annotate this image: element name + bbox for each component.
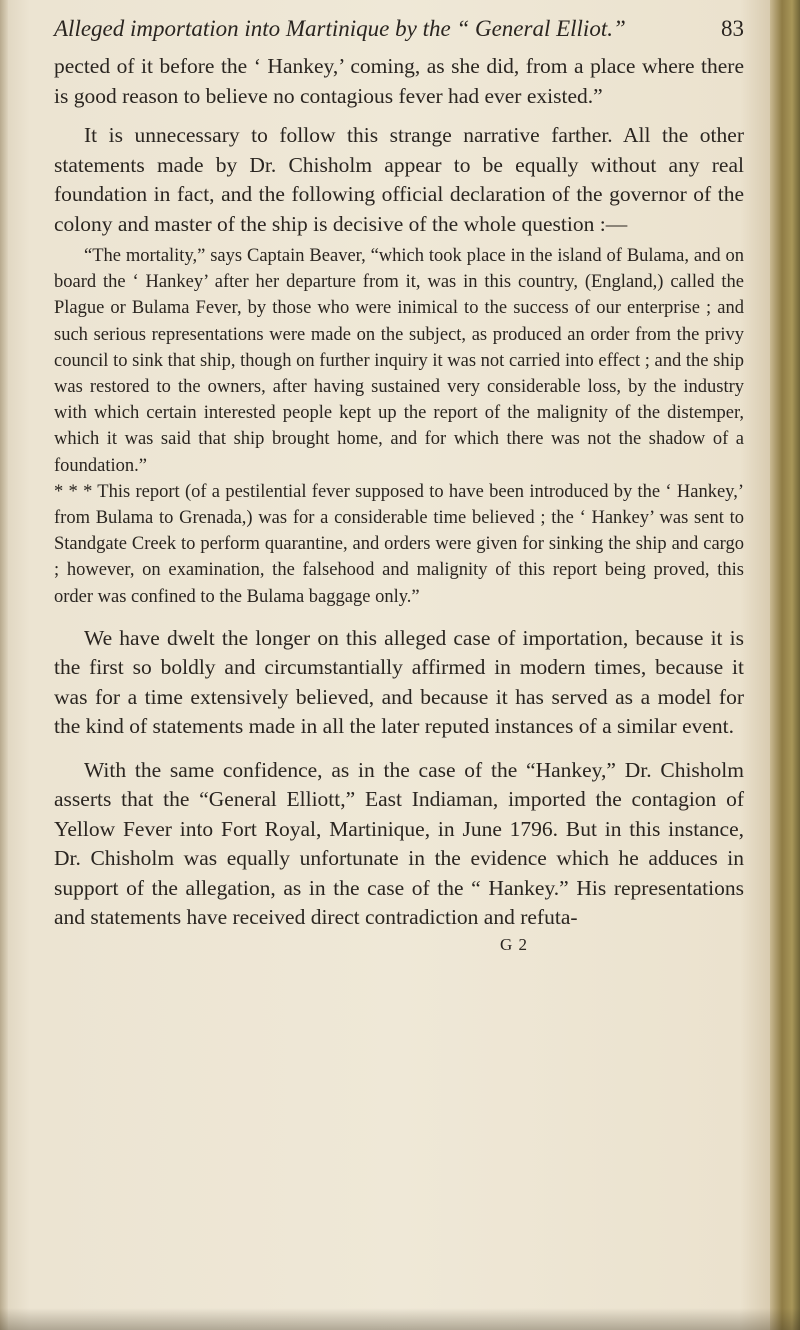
signature-mark: G 2 bbox=[499, 934, 529, 954]
page-left-edge bbox=[0, 0, 8, 1330]
page-right-edge-binding bbox=[770, 0, 800, 1330]
page-number: 83 bbox=[721, 16, 744, 41]
page-content bbox=[54, 12, 744, 955]
page-bottom-shadow bbox=[0, 1308, 800, 1330]
paragraph-importation: We have dwelt the longer on this alleged case of importation, because it is the first so boldly and circumstantially affirmed in modern times, because it was for a time extensively believed, and because it has served as a model for the kind of statements made in all the later reputed instances of a similar event. bbox=[54, 625, 744, 739]
running-head bbox=[54, 12, 744, 52]
paragraph-narrative: It is unnecessary to follow this strange narrative farther. All the other statements made by Dr. Chisholm appear to be equally without any real foundation in fact, and the following official declaration of the governor of the colony and master of the ship is decisive of the whole question :— bbox=[54, 123, 744, 236]
paragraph-general-elliott: With the same confidence, as in the case of the “Hankey,” Dr. Chisholm asserts that the “General Elliott,” East Indiaman, imported the contagion of Yellow Fever into Fort Royal, Martinique, in June 1796. But in this instance, Dr. Chisholm was equally unfortunate in the evidence which he adduces in support of the allegation, as in the case of the “ Hankey.” His representations and statements have received direct contradiction and refuta- bbox=[54, 757, 744, 930]
paragraph-continuation: pected of it before the ‘ Hankey,’ coming, as she did, from a place where there is good reason to believe no contagious fever had ever existed.” bbox=[54, 54, 744, 108]
quotation-beaver: “The mortality,” says Captain Beaver, “which took place in the island of Bulama, and on board the ‘ Hankey’ after her departure from it, was in this country, (England,) called the Plague or Bulama Fever, by those who were inimical to the success of our enterprise ; and such serious representations were made on the subject, as produced an order from the privy council to sink that ship, though on further inquiry it was not carried into effect ; and the ship was restored to the owners, after having sustained very considerable loss, by the industry with which certain interested people kept up the report of the malignity of the distemper, which it was said that ship brought home, and for which there was not the shadow of a foundation.” bbox=[54, 246, 744, 476]
quotation-report: * * * This report (of a pestilential fever supposed to have been introduced by the ‘ Hankey,’ from Bulama to Grenada,) was for a considerable time believed ; the ‘ Hankey’ was sent to Standgate Creek to perform quarantine, and orders were given for sinking the ship and cargo ; however, on examination, the falsehood and malignity of this report being proved, this order was confined to the Bulama baggage only.” bbox=[54, 481, 744, 607]
running-head-title: Alleged importation into Martinique by the “ General Elliot.” bbox=[54, 16, 626, 41]
